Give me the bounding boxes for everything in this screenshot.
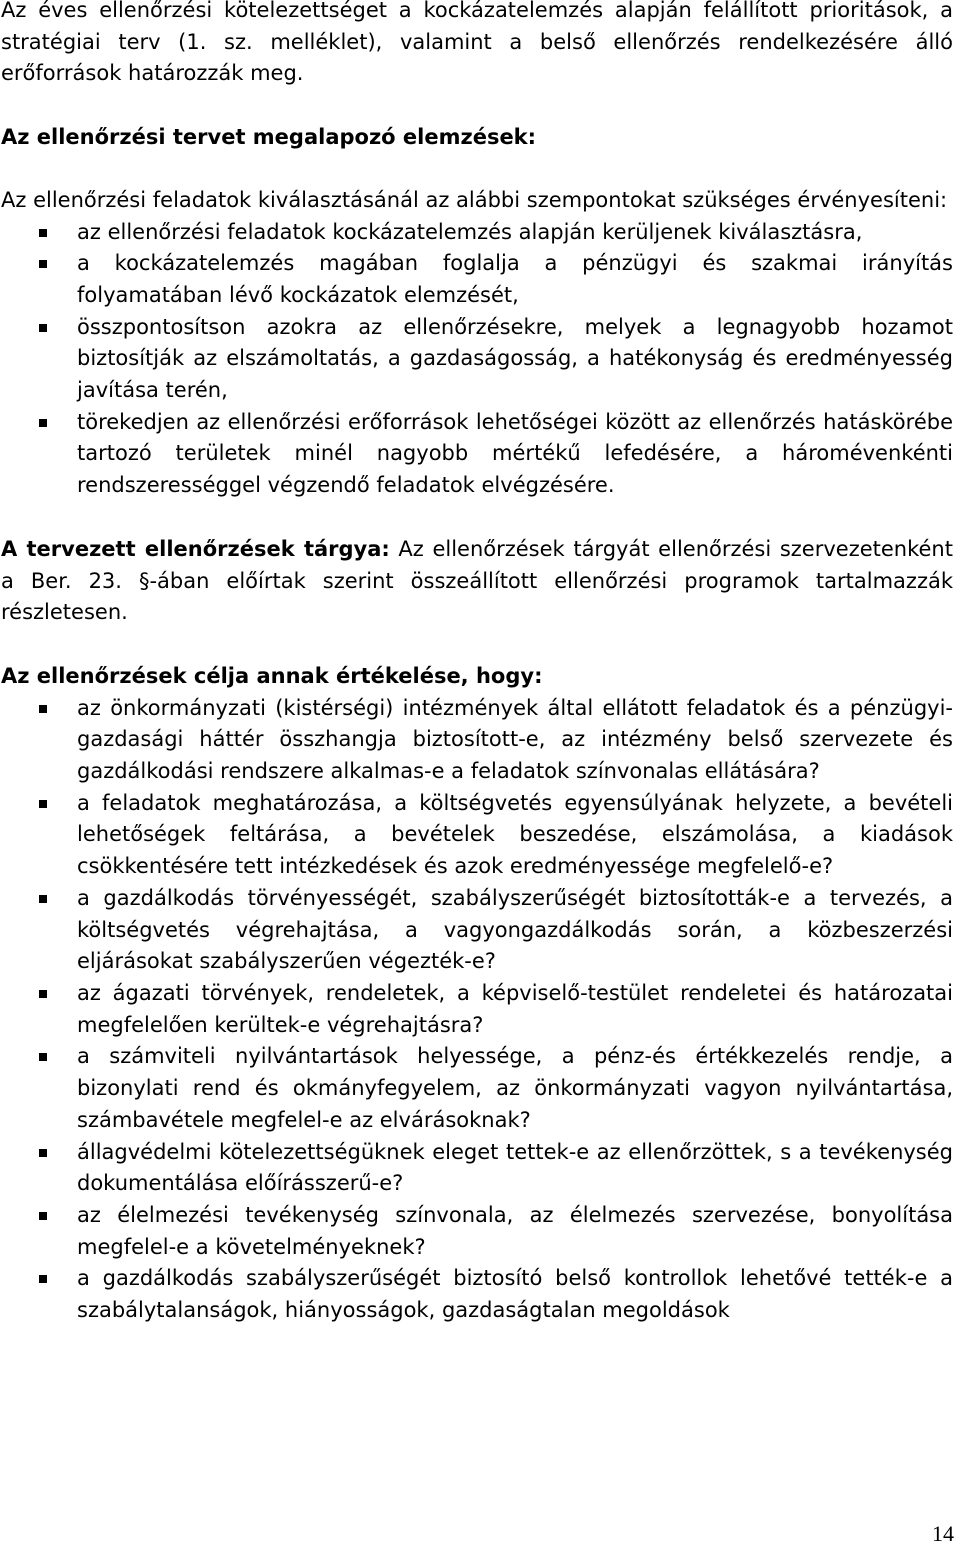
analysis-lead: Az ellenőrzési feladatok kiválasztásánál az alábbi szempontokat szükséges érvényesíteni: bbox=[1, 187, 948, 212]
subject-text: Az ellenőrzések tárgyát ellenőrzési szervezetenként a Ber. 23. §-ában előírtak szerint összeállított ellenőrzési programok tartalmazzák részletesen. bbox=[1, 536, 953, 625]
intro-paragraph: Az éves ellenőrzési kötelezettséget a kockázatelemzés alapján felállított prioritások, a stratégiai terv (1. sz. melléklet), valamint a belső ellenőrzés rendelkezésére álló erőforrások határozzák meg. bbox=[1, 0, 953, 86]
list-item: állagvédelmi kötelezettségüknek eleget tettek-e az ellenőrzöttek, s a tevékenység dokumentálása előírásszerű-e? bbox=[1, 1137, 953, 1200]
bullet-icon bbox=[39, 260, 47, 268]
list-item: a kockázatelemzés magában foglalja a pénzügyi és szakmai irányítás folyamatában lévő kockázatok elemzését, bbox=[1, 248, 953, 311]
analysis-list bbox=[1, 217, 953, 502]
document-page bbox=[1, 0, 953, 1327]
list-item: a gazdálkodás törvényességét, szabályszerűségét biztosították-e a tervezés, a költségvetés végrehajtása, a vagyongazdálkodás során, a közbeszerzési eljárásokat szabályszerűen végezték-e? bbox=[1, 883, 953, 978]
bullet-icon bbox=[39, 800, 47, 808]
list-item: az élelmezési tevékenység színvonala, az élelmezés szervezése, bonyolítása megfelel-e a követelményeknek? bbox=[1, 1200, 953, 1263]
bullet-icon bbox=[39, 990, 47, 998]
bullet-icon bbox=[39, 1053, 47, 1061]
analysis-heading: Az ellenőrzési tervet megalapozó elemzések: bbox=[1, 125, 537, 150]
bullet-icon bbox=[39, 229, 47, 237]
bullet-icon bbox=[39, 895, 47, 903]
page-number: 14 bbox=[932, 1521, 954, 1546]
list-item: a gazdálkodás szabályszerűségét biztosító belső kontrollok lehetővé tették-e a szabálytalanságok, hiányosságok, gazdaságtalan megoldások bbox=[1, 1263, 953, 1326]
subject-paragraph bbox=[1, 534, 953, 629]
list-item: az ellenőrzési feladatok kockázatelemzés alapján kerüljenek kiválasztásra, bbox=[1, 217, 953, 249]
bullet-icon bbox=[39, 1275, 47, 1283]
list-item: összpontosítson azokra az ellenőrzésekre, melyek a legnagyobb hozamot biztosítják az elszámoltatás, a gazdaságosság, a hatékonyság és eredményesség javítása terén, bbox=[1, 312, 953, 407]
goal-list bbox=[1, 693, 953, 1327]
list-item: törekedjen az ellenőrzési erőforrások lehetőségei között az ellenőrzés hatáskörébe tartozó területek minél nagyobb mértékű lefedésére, a háromévenkénti rendszerességgel végzendő feladatok elvégzésére. bbox=[1, 407, 953, 502]
bullet-icon bbox=[39, 1212, 47, 1220]
subject-heading: A tervezett ellenőrzések tárgya: bbox=[1, 536, 390, 561]
bullet-icon bbox=[39, 1149, 47, 1157]
list-item: a feladatok meghatározása, a költségvetés egyensúlyának helyzete, a bevételi lehetőségek feltárása, a bevételek beszedése, elszámolása, a kiadások csökkentésére tett intézkedések és azok eredményessége megfelelő-e? bbox=[1, 788, 953, 883]
bullet-icon bbox=[39, 705, 47, 713]
bullet-icon bbox=[39, 324, 47, 332]
list-item: a számviteli nyilvántartások helyessége, a pénz-és értékkezelés rendje, a bizonylati rend és okmányfegyelem, az önkormányzati vagyon nyilvántartása, számbavétele megfelel-e az elvárásoknak? bbox=[1, 1041, 953, 1136]
goal-heading: Az ellenőrzések célja annak értékelése, hogy: bbox=[1, 663, 543, 688]
list-item: az ágazati törvények, rendeletek, a képviselő-testület rendeletei és határozatai megfelelően kerültek-e végrehajtásra? bbox=[1, 978, 953, 1041]
list-item: az önkormányzati (kistérségi) intézmények által ellátott feladatok és a pénzügyi-gazdasági háttér összhangja biztosított-e, az intézmény belső szervezete és gazdálkodási rendszere alkalmas-e a feladatok színvonalas ellátására? bbox=[1, 693, 953, 788]
bullet-icon bbox=[39, 419, 47, 427]
